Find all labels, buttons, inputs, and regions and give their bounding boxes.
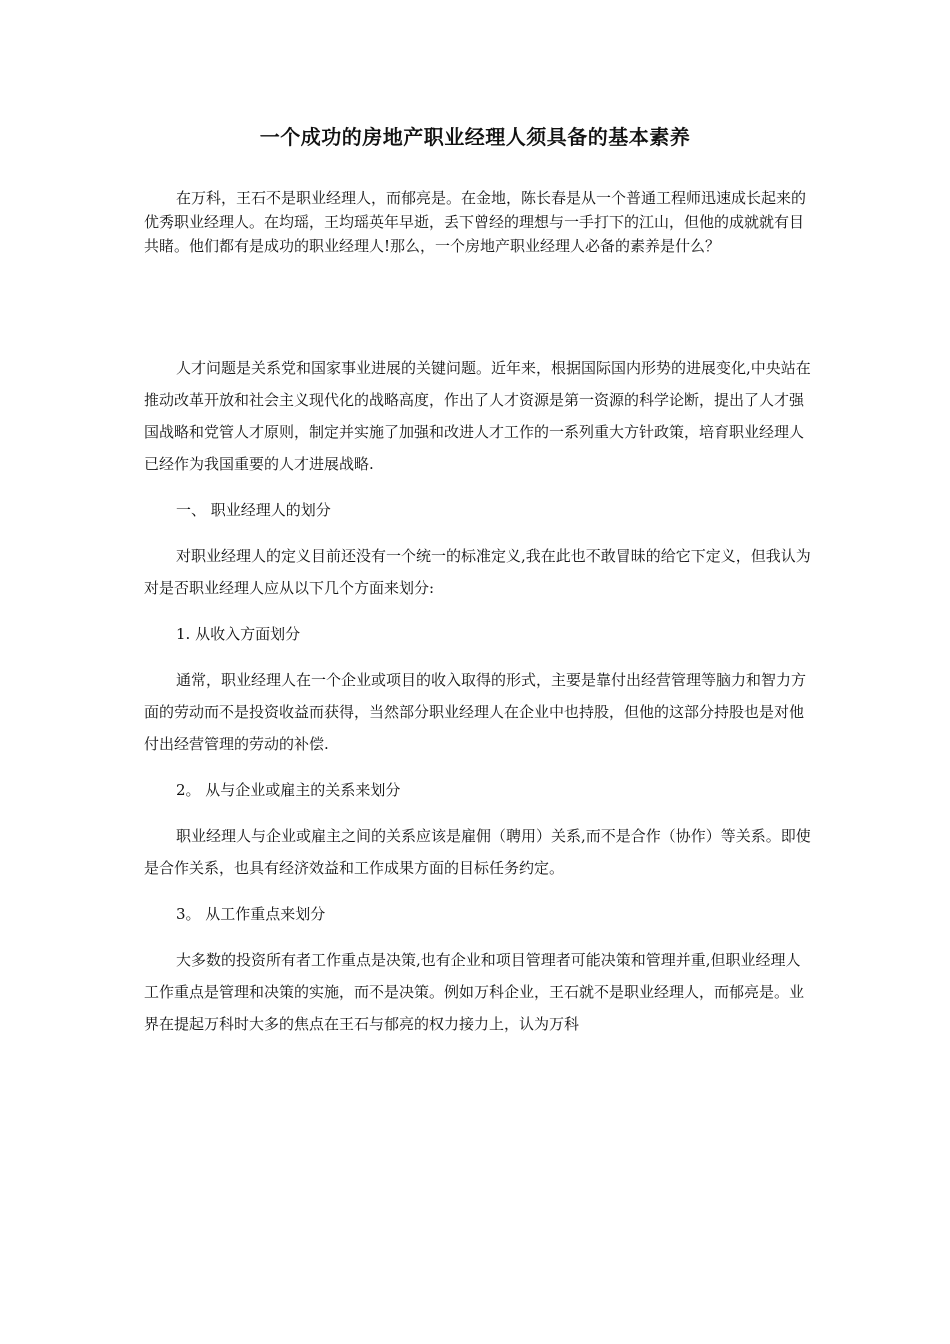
subheading-work-focus: 3。 从工作重点来划分 (176, 905, 326, 923)
intro-paragraph: 在万科，王石不是职业经理人，而郁亮是。在金地，陈长春是从一个普通工程师迅速成长起来的优秀职业经理人。在均瑶，王均瑶英年早逝，丢下曾经的理想与一手打下的江山，但他的成就就有目共睹。他们都有是成功的职业经理人!那么，一个房地产职业经理人必备的素养是什么？ (144, 189, 807, 255)
paragraph-talent: 人才问题是关系党和国家事业进展的关键问题。近年来，根据国际国内形势的进展变化,中央站在推动改革开放和社会主义现代化的战略高度，作出了人才资源是第一资源的科学论断，提出了人才强国战略和党管人才原则，制定并实施了加强和改进人才工作的一系列重大方针政策，培育职业经理人已经作为我国重要的人才进展战略. (144, 359, 811, 473)
paragraph-relationship: 职业经理人与企业或雇主之间的关系应该是雇佣（聘用）关系,而不是合作（协作）等关系。即使是合作关系，也具有经济效益和工作成果方面的目标任务约定。 (144, 827, 811, 877)
section-heading-1: 一、 职业经理人的划分 (176, 501, 331, 519)
document-title: 一个成功的房地产职业经理人须具备的基本素养 (259, 125, 691, 149)
subheading-relationship: 2。 从与企业或雇主的关系来划分 (176, 781, 401, 799)
paragraph-income: 通常，职业经理人在一个企业或项目的收入取得的形式，主要是靠付出经营管理等脑力和智力方面的劳动而不是投资收益而获得，当然部分职业经理人在企业中也持股，但他的这部分持股也是对他付出经营管理的劳动的补偿. (144, 671, 807, 753)
subheading-income: 1. 从收入方面划分 (176, 625, 301, 643)
paragraph-work-focus: 大多数的投资所有者工作重点是决策,也有企业和项目管理者可能决策和管理并重,但职业经理人工作重点是管理和决策的实施，而不是决策。例如万科企业，王石就不是职业经理人，而郁亮是。业界在提起万科时大多的焦点在王石与郁亮的权力接力上，认为万科 (144, 951, 805, 1033)
paragraph-definition: 对职业经理人的定义目前还没有一个统一的标准定义,我在此也不敢冒昧的给它下定义，但我认为对是否职业经理人应从以下几个方面来划分: (144, 547, 811, 597)
document-body (144, 352, 812, 1054)
